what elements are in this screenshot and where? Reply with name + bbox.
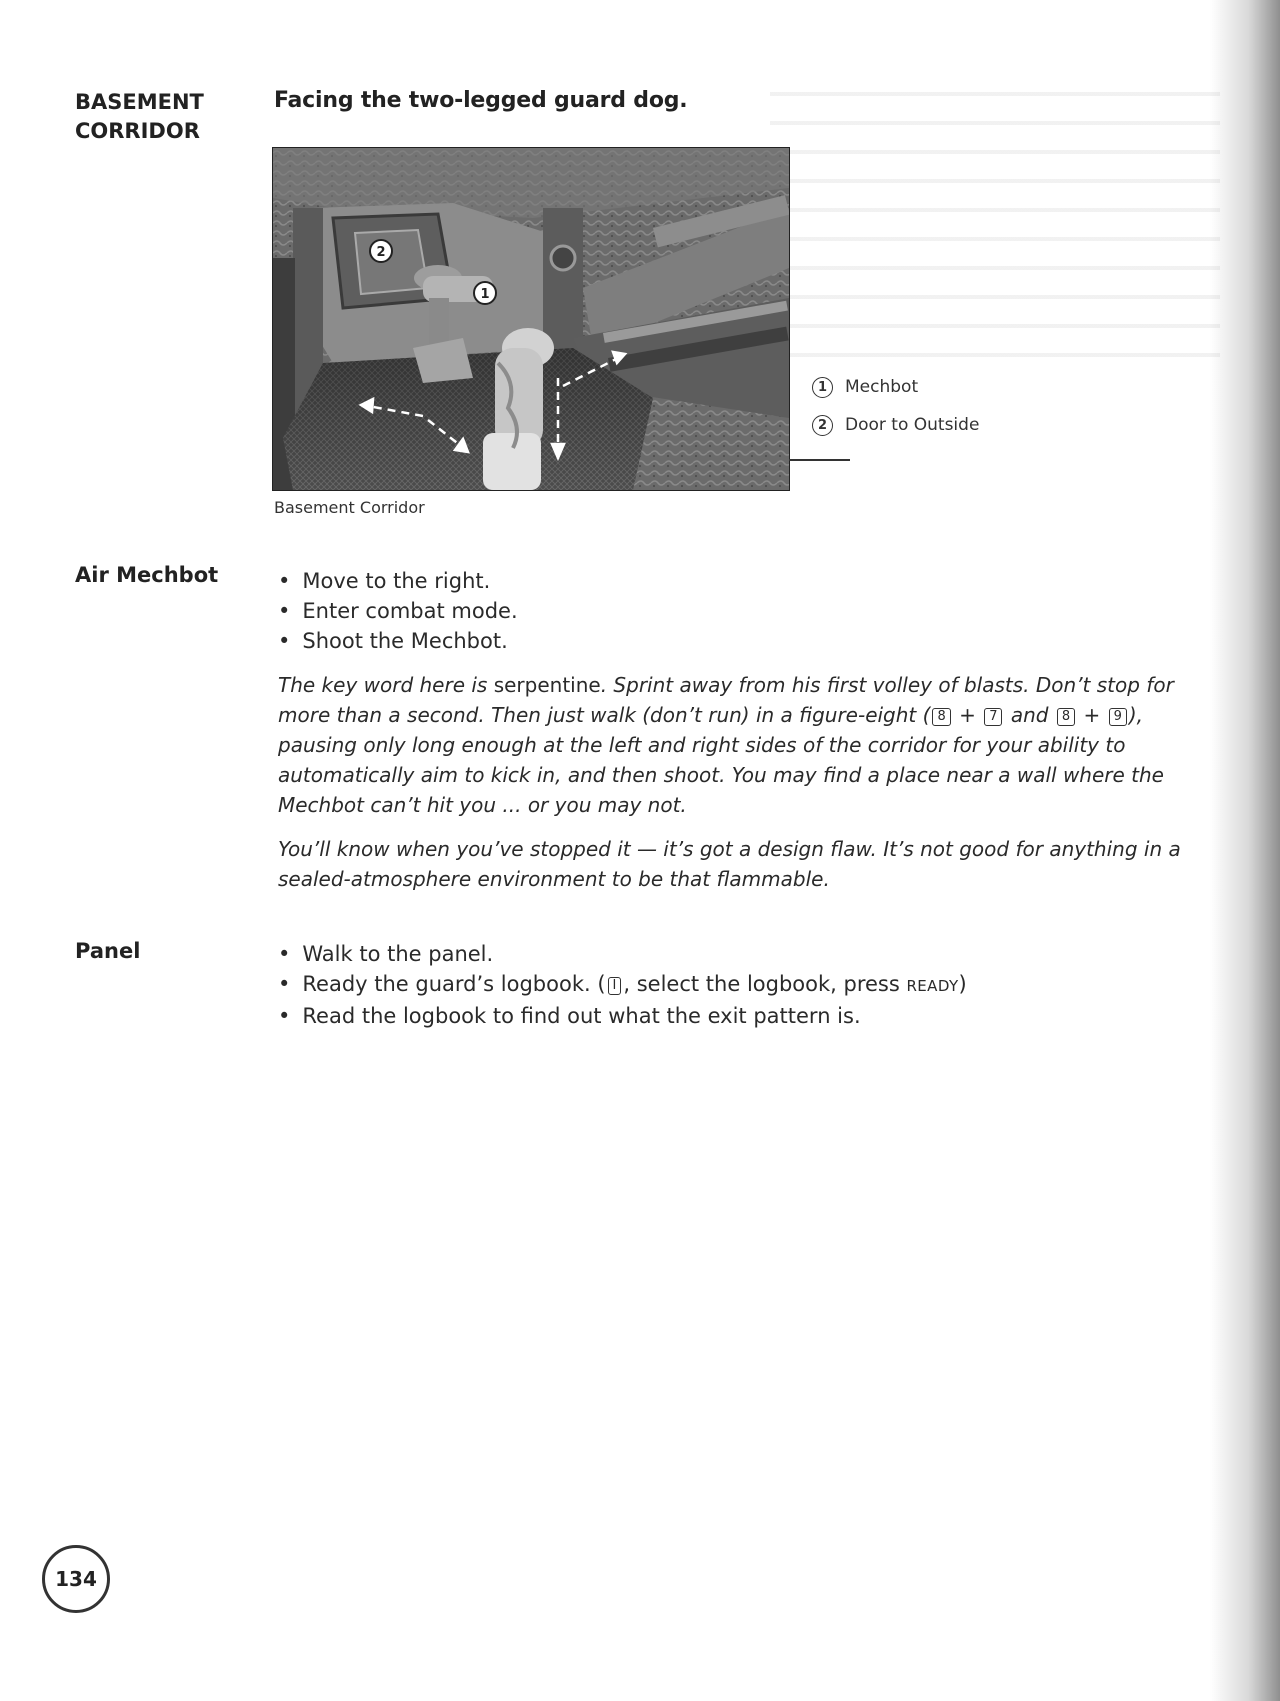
callout-number-1: 1	[812, 377, 833, 398]
emphasis-serpentine: serpentine	[493, 673, 601, 697]
paragraph-text: ), pausing only long enough at the left and right sides of the corridor for your ability to automatically aim to kick in, and then shoot. You may find a place near a wall where the Mechbot can’t hit you ... or you may not.	[278, 703, 1164, 817]
list-item-text: , select the logbook, press	[623, 972, 907, 996]
key-8: 8	[1057, 708, 1075, 726]
air-mechbot-steps	[278, 566, 518, 656]
callout-mechbot	[812, 368, 979, 406]
corridor-scene	[273, 148, 789, 490]
design-flaw-paragraph	[278, 834, 1208, 894]
list-item	[278, 969, 967, 1001]
section-heading-line-1: BASEMENT	[75, 90, 204, 114]
paragraph-text: You’ll know when you’ve stopped it — it’s got a design flaw. It’s not good for anything in a sealed-atmosphere environment to be that flammable.	[278, 837, 1181, 891]
subheading-air-mechbot: Air Mechbot	[75, 563, 219, 587]
screenshot-caption: Basement Corridor	[274, 498, 425, 517]
list-item: • Read the logbook to find out what the exit pattern is.	[278, 1001, 967, 1031]
page-number: 134	[42, 1545, 110, 1613]
marker-1-number: 1	[480, 287, 490, 302]
list-item: • Move to the right.	[278, 566, 518, 596]
key-9: 9	[1109, 708, 1127, 726]
callout-legend	[812, 368, 979, 444]
callout-label-door: Door to Outside	[845, 415, 980, 435]
subheading-panel: Panel	[75, 939, 141, 963]
section-title: Facing the two-legged guard dog.	[274, 88, 688, 113]
callout-door	[812, 406, 979, 444]
key-i: I	[608, 977, 622, 995]
paragraph-text: and	[1004, 703, 1055, 727]
screenshot-marker-1	[474, 282, 496, 304]
callout-number-2: 2	[812, 415, 833, 436]
list-item-text: )	[958, 972, 967, 996]
strategy-paragraph	[278, 670, 1208, 820]
section-heading-line-2: CORRIDOR	[75, 119, 200, 143]
section-heading	[75, 88, 204, 146]
paragraph-text: The key word here is	[278, 673, 494, 697]
list-item-text: Ready the guard’s logbook. (	[302, 972, 606, 996]
list-item: • Walk to the panel.	[278, 939, 967, 969]
panel-steps	[278, 939, 967, 1031]
paragraph-text: +	[952, 703, 983, 727]
key-8: 8	[932, 708, 950, 726]
list-item: • Enter combat mode.	[278, 596, 518, 626]
paragraph-text: . Sprint away from his first volley of blasts. Don’t stop for more than a second. Then just walk (don’t run) in a figure-eight (	[278, 673, 1174, 727]
bleed-through	[770, 92, 1220, 382]
ready-key-label: READY	[906, 977, 959, 995]
paragraph-text: +	[1077, 703, 1107, 727]
marker-2-number: 2	[376, 245, 386, 260]
callout-leader-line	[789, 459, 850, 461]
key-7: 7	[984, 708, 1002, 726]
callout-label-mechbot: Mechbot	[845, 377, 919, 397]
game-screenshot	[272, 147, 790, 491]
screenshot-marker-2	[370, 240, 392, 262]
page-edge-shadow	[1210, 0, 1280, 1701]
list-item: • Shoot the Mechbot.	[278, 626, 518, 656]
